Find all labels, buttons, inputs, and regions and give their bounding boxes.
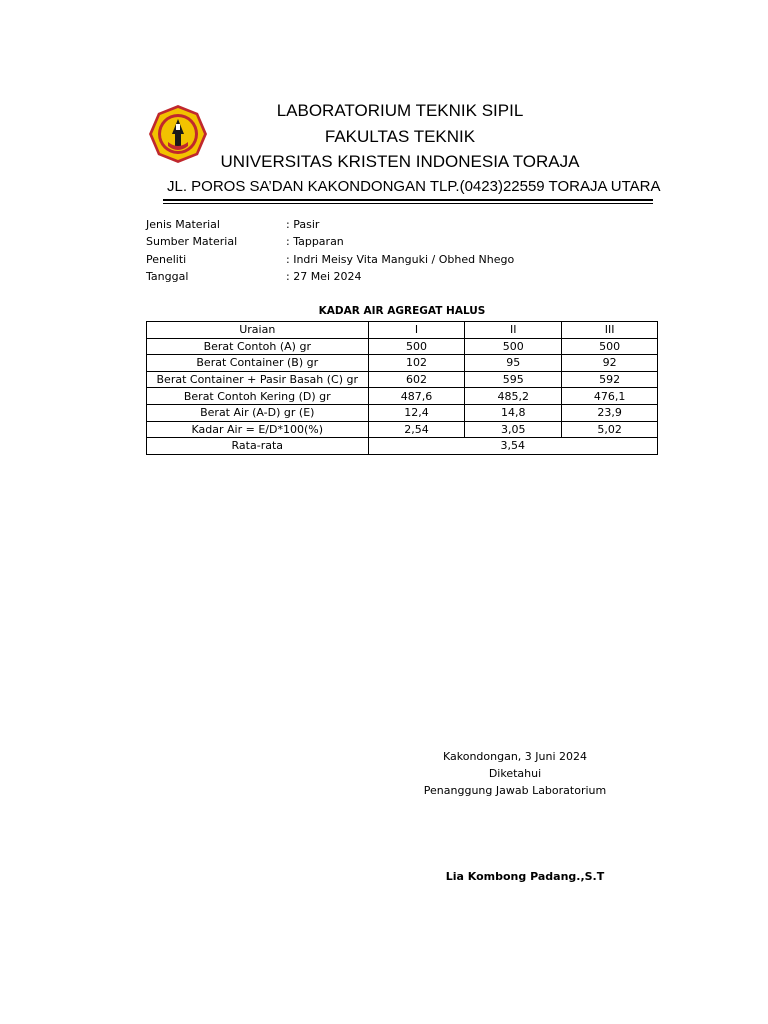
table-row <box>147 371 658 388</box>
header-cell: II <box>465 322 562 339</box>
table-cell: 602 <box>368 371 465 388</box>
table-cell: 476,1 <box>562 388 658 405</box>
table-cell: Berat Contoh Kering (D) gr <box>147 388 369 405</box>
table-title: KADAR AIR AGREGAT HALUS <box>318 305 486 317</box>
signature-name: Lia Kombong Padang.,S.T <box>445 870 605 883</box>
table-cell: Berat Container (B) gr <box>147 355 369 372</box>
table-cell: 500 <box>562 338 658 355</box>
table-cell: 95 <box>465 355 562 372</box>
average-label: Rata-rata <box>147 438 369 455</box>
table-cell: Kadar Air = E/D*100(%) <box>147 421 369 438</box>
table-cell: 92 <box>562 355 658 372</box>
table-cell: 595 <box>465 371 562 388</box>
info-value: : Pasir <box>286 218 320 231</box>
table-cell: 14,8 <box>465 404 562 421</box>
table-row <box>147 388 658 405</box>
info-label: Jenis Material <box>146 218 220 231</box>
address: JL. POROS SA’DAN KAKONDONGAN TLP.(0423)22559 TORAJA UTARA <box>167 178 661 195</box>
info-value: : Tapparan <box>286 235 344 249</box>
table-row <box>147 421 658 438</box>
header-cell: Uraian <box>147 322 369 339</box>
table-cell: Berat Air (A-D) gr (E) <box>147 404 369 421</box>
table-row <box>147 355 658 372</box>
header-rule-thin <box>163 203 653 204</box>
header-cell: III <box>562 322 658 339</box>
moisture-table <box>146 321 658 455</box>
table-cell: 500 <box>368 338 465 355</box>
header-cell: I <box>368 322 465 339</box>
table-cell: Berat Contoh (A) gr <box>147 338 369 355</box>
info-label: Tanggal <box>146 269 189 283</box>
info-value: : 27 Mei 2024 <box>286 269 362 283</box>
table-header-row <box>147 322 658 339</box>
table-cell: Berat Container + Pasir Basah (C) gr <box>147 371 369 388</box>
table-row <box>147 338 658 355</box>
signature-known: Diketahui <box>488 767 542 780</box>
lab-name: LABORATORIUM TEKNIK SIPIL <box>276 101 524 120</box>
faculty-name: FAKULTAS TEKNIK <box>324 127 476 146</box>
info-label: Peneliti <box>146 252 187 266</box>
table-row <box>147 404 658 421</box>
average-value: 3,54 <box>368 438 657 455</box>
table-cell: 500 <box>465 338 562 355</box>
table-cell: 592 <box>562 371 658 388</box>
info-value: : Indri Meisy Vita Manguki / Obhed Nhego <box>286 252 515 266</box>
university-name: UNIVERSITAS KRISTEN INDONESIA TORAJA <box>220 152 580 171</box>
table-cell: 485,2 <box>465 388 562 405</box>
table-cell: 3,05 <box>465 421 562 438</box>
table-average-row <box>147 438 658 455</box>
table-cell: 487,6 <box>368 388 465 405</box>
table-cell: 23,9 <box>562 404 658 421</box>
table-cell: 102 <box>368 355 465 372</box>
table-cell: 5,02 <box>562 421 658 438</box>
info-label: Sumber Material <box>146 235 238 249</box>
signature-place-date: Kakondongan, 3 Juni 2024 <box>442 750 588 763</box>
header-rule-thick <box>163 199 653 201</box>
signature-role: Penanggung Jawab Laboratorium <box>423 784 607 797</box>
table-cell: 12,4 <box>368 404 465 421</box>
table-cell: 2,54 <box>368 421 465 438</box>
